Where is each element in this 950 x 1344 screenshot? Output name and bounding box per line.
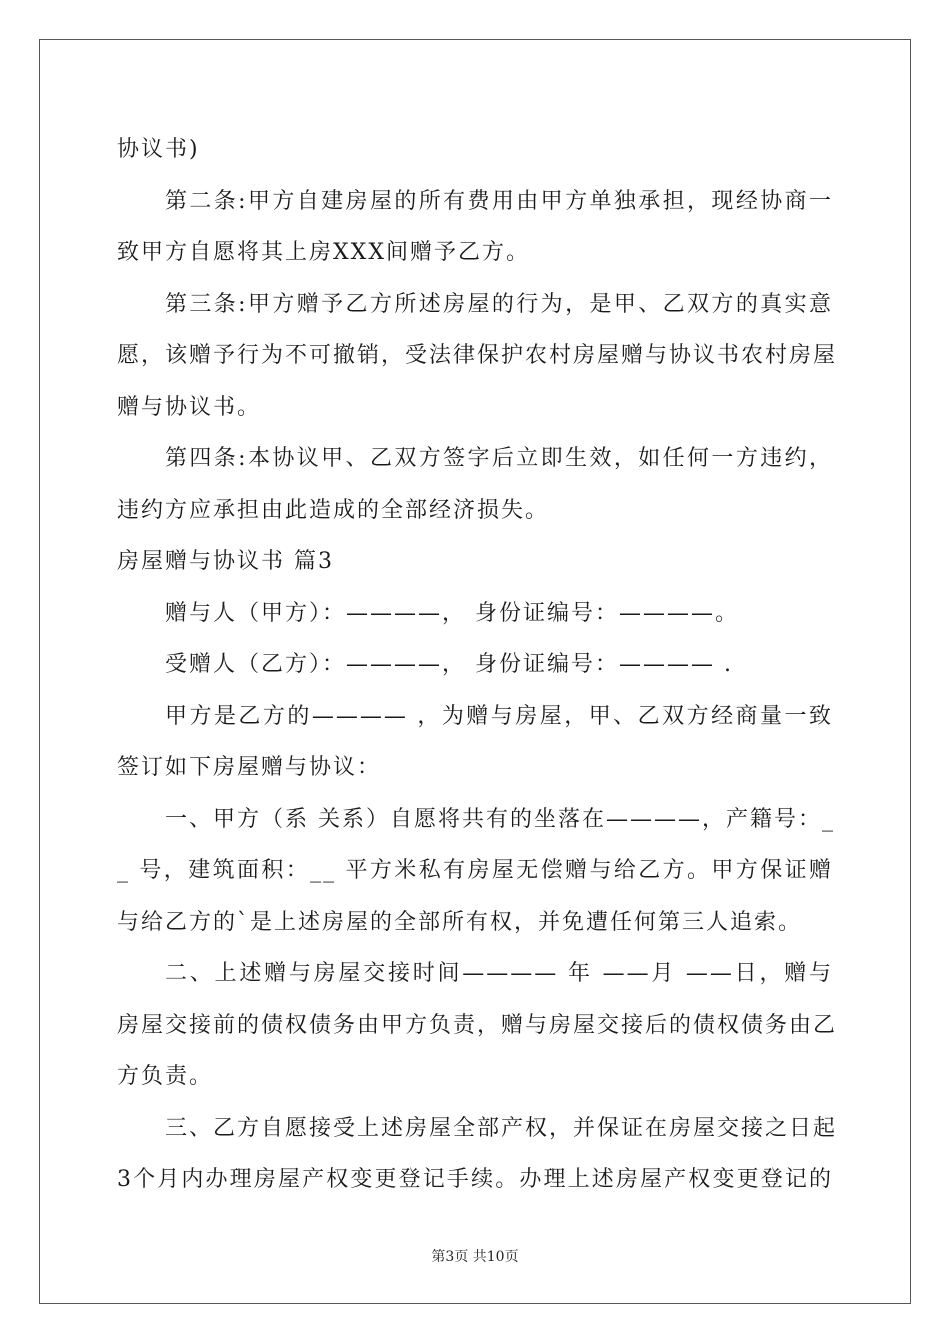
donee-line: 受赠人（乙方）：————， 身份证编号：———— . xyxy=(165,652,733,677)
paragraph-line: 三、乙方自愿接受上述房屋全部产权，并保证在房屋交接之日起 xyxy=(165,1115,838,1141)
text-line: _ 号，建筑面积：__ 平方米私有房屋无偿赠与给乙方。甲方保证赠 xyxy=(117,858,833,883)
text-line: 房屋交接前的债权债务由甲方负责，赠与房屋交接后的债权债务由乙 xyxy=(117,1012,838,1038)
text-line: 愿，该赠予行为不可撤销，受法律保护农村房屋赠与协议书农村房屋 xyxy=(117,343,838,368)
text-line: 方负责。 xyxy=(117,1064,214,1089)
paragraph-line: 第四条:本协议甲、乙双方签字后立即生效，如任何一方违约， xyxy=(165,446,833,471)
page-number: 第3页 共10页 xyxy=(431,1249,519,1265)
paragraph-line: 二、上述赠与房屋交接时间———— 年 ——月 ——日，赠与 xyxy=(165,961,833,986)
document-body xyxy=(117,124,838,1206)
text-line: 协议书) xyxy=(117,137,200,162)
paragraph-line: 第二条:甲方自建房屋的所有费用由甲方单独承担，现经协商一 xyxy=(165,188,833,214)
text-line: 3个月内办理房屋产权变更登记手续。办理上述房屋产权变更登记的 xyxy=(117,1167,833,1192)
text-line: 与给乙方的`是上述房屋的全部所有权，并免遭任何第三人追索。 xyxy=(117,909,803,935)
text-line: 赠与协议书。 xyxy=(117,394,262,420)
paragraph-line: 第三条:甲方赠予乙方所述房屋的行为，是甲、乙双方的真实意 xyxy=(165,291,833,317)
paragraph-line: 一、甲方（系 关系）自愿将共有的坐落在————，产籍号：_ xyxy=(165,806,835,832)
paragraph-line: 甲方是乙方的———— ，为赠与房屋，甲、乙双方经商量一致 xyxy=(165,703,833,729)
section-heading: 房屋赠与协议书 篇3 xyxy=(117,549,334,574)
text-line: 违约方应承担由此造成的全部经济损失。 xyxy=(117,497,550,523)
donor-line: 赠与人（甲方）：————， 身份证编号：————。 xyxy=(165,600,739,626)
text-line: 签订如下房屋赠与协议： xyxy=(117,755,382,780)
text-line: 致甲方自愿将其上房XXX间赠予乙方。 xyxy=(117,240,530,265)
